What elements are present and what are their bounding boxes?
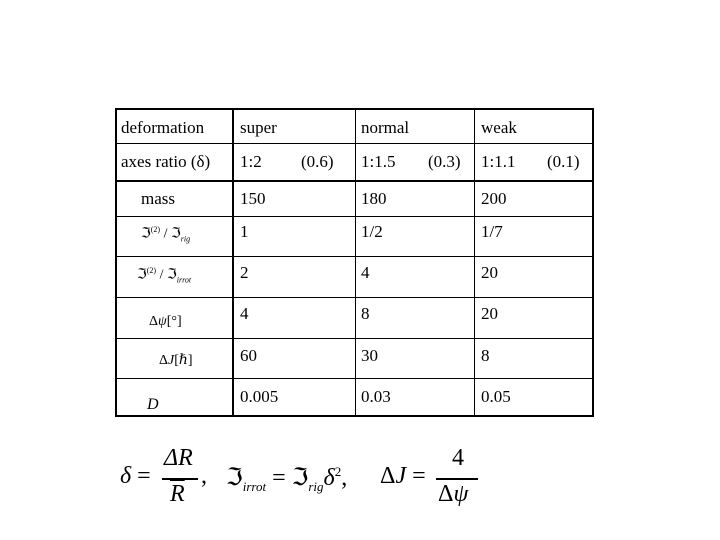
axes-ratio-label: axes ratio (δ)	[121, 152, 211, 171]
definitions-formula	[118, 445, 478, 515]
d-weak: 0.05	[481, 387, 511, 406]
table-col-divider	[474, 108, 475, 417]
delta-j-fraction-bar	[436, 478, 478, 480]
table-col-divider	[232, 108, 234, 417]
table-col-divider	[355, 108, 356, 417]
weak-axes-ratio: 1:1.1	[481, 152, 516, 171]
d-normal: 0.03	[361, 387, 391, 406]
inertia-rigid-super: 1	[240, 222, 249, 241]
delta-j-weak: 8	[481, 346, 490, 365]
delta-j-super: 60	[240, 346, 257, 365]
inertia-rigid-ratio-label: ℑ$^{(2)}$ / ℑ$_{rig}$	[141, 225, 191, 244]
delta-psi-label: Δψ[°]	[149, 314, 182, 329]
d-label: D	[147, 396, 159, 413]
deformation-table	[115, 108, 594, 417]
delta-psi-weak: 20	[481, 304, 498, 323]
delta-psi-super: 4	[240, 304, 249, 323]
delta-symbol: δ =	[120, 463, 151, 489]
header-deformation-label: deformation	[121, 118, 205, 137]
table-border-right	[592, 108, 594, 417]
mass-weak: 200	[481, 189, 507, 208]
inertia-irrot-definition: ℑ$_{irrot}$ = $ℑ_{rig}\delta^2$,	[226, 464, 348, 494]
mass-normal: 180	[361, 189, 387, 208]
super-delta: (0.6)	[301, 152, 334, 171]
comma-1: ,	[201, 463, 207, 489]
inertia-rigid-weak: 1/7	[481, 222, 503, 241]
normal-delta: (0.3)	[428, 152, 461, 171]
super-axes-ratio: 1:2	[240, 152, 262, 171]
d-super: 0.005	[240, 387, 279, 406]
inertia-irrot-normal: 4	[361, 263, 370, 282]
header-super: super	[240, 118, 277, 137]
normal-axes-ratio: 1:1.5	[361, 152, 396, 171]
weak-delta: (0.1)	[547, 152, 580, 171]
inertia-irrot-ratio-label: ℑ$^{(2)}$ / ℑ$_{irrot}$	[137, 266, 192, 285]
inertia-irrot-weak: 20	[481, 263, 498, 282]
delta-j-label: ΔJ[ℏ]	[159, 353, 193, 368]
mass-super: 150	[240, 189, 266, 208]
header-normal: normal	[361, 118, 410, 137]
delta-j-numerator: 4	[452, 445, 464, 471]
mass-label: mass	[141, 189, 175, 208]
header-weak: weak	[481, 118, 517, 137]
delta-fraction-bar	[162, 478, 198, 480]
delta-j-denominator: Δψ	[438, 481, 469, 507]
inertia-irrot-super: 2	[240, 263, 249, 282]
delta-denominator: $\overline{R}$	[170, 481, 185, 507]
delta-j-symbol: ΔJ =	[380, 463, 426, 489]
delta-j-normal: 30	[361, 346, 378, 365]
table-border-left	[115, 108, 117, 417]
inertia-rigid-normal: 1/2	[361, 222, 383, 241]
delta-psi-normal: 8	[361, 304, 370, 323]
delta-numerator: ΔR	[164, 445, 193, 471]
